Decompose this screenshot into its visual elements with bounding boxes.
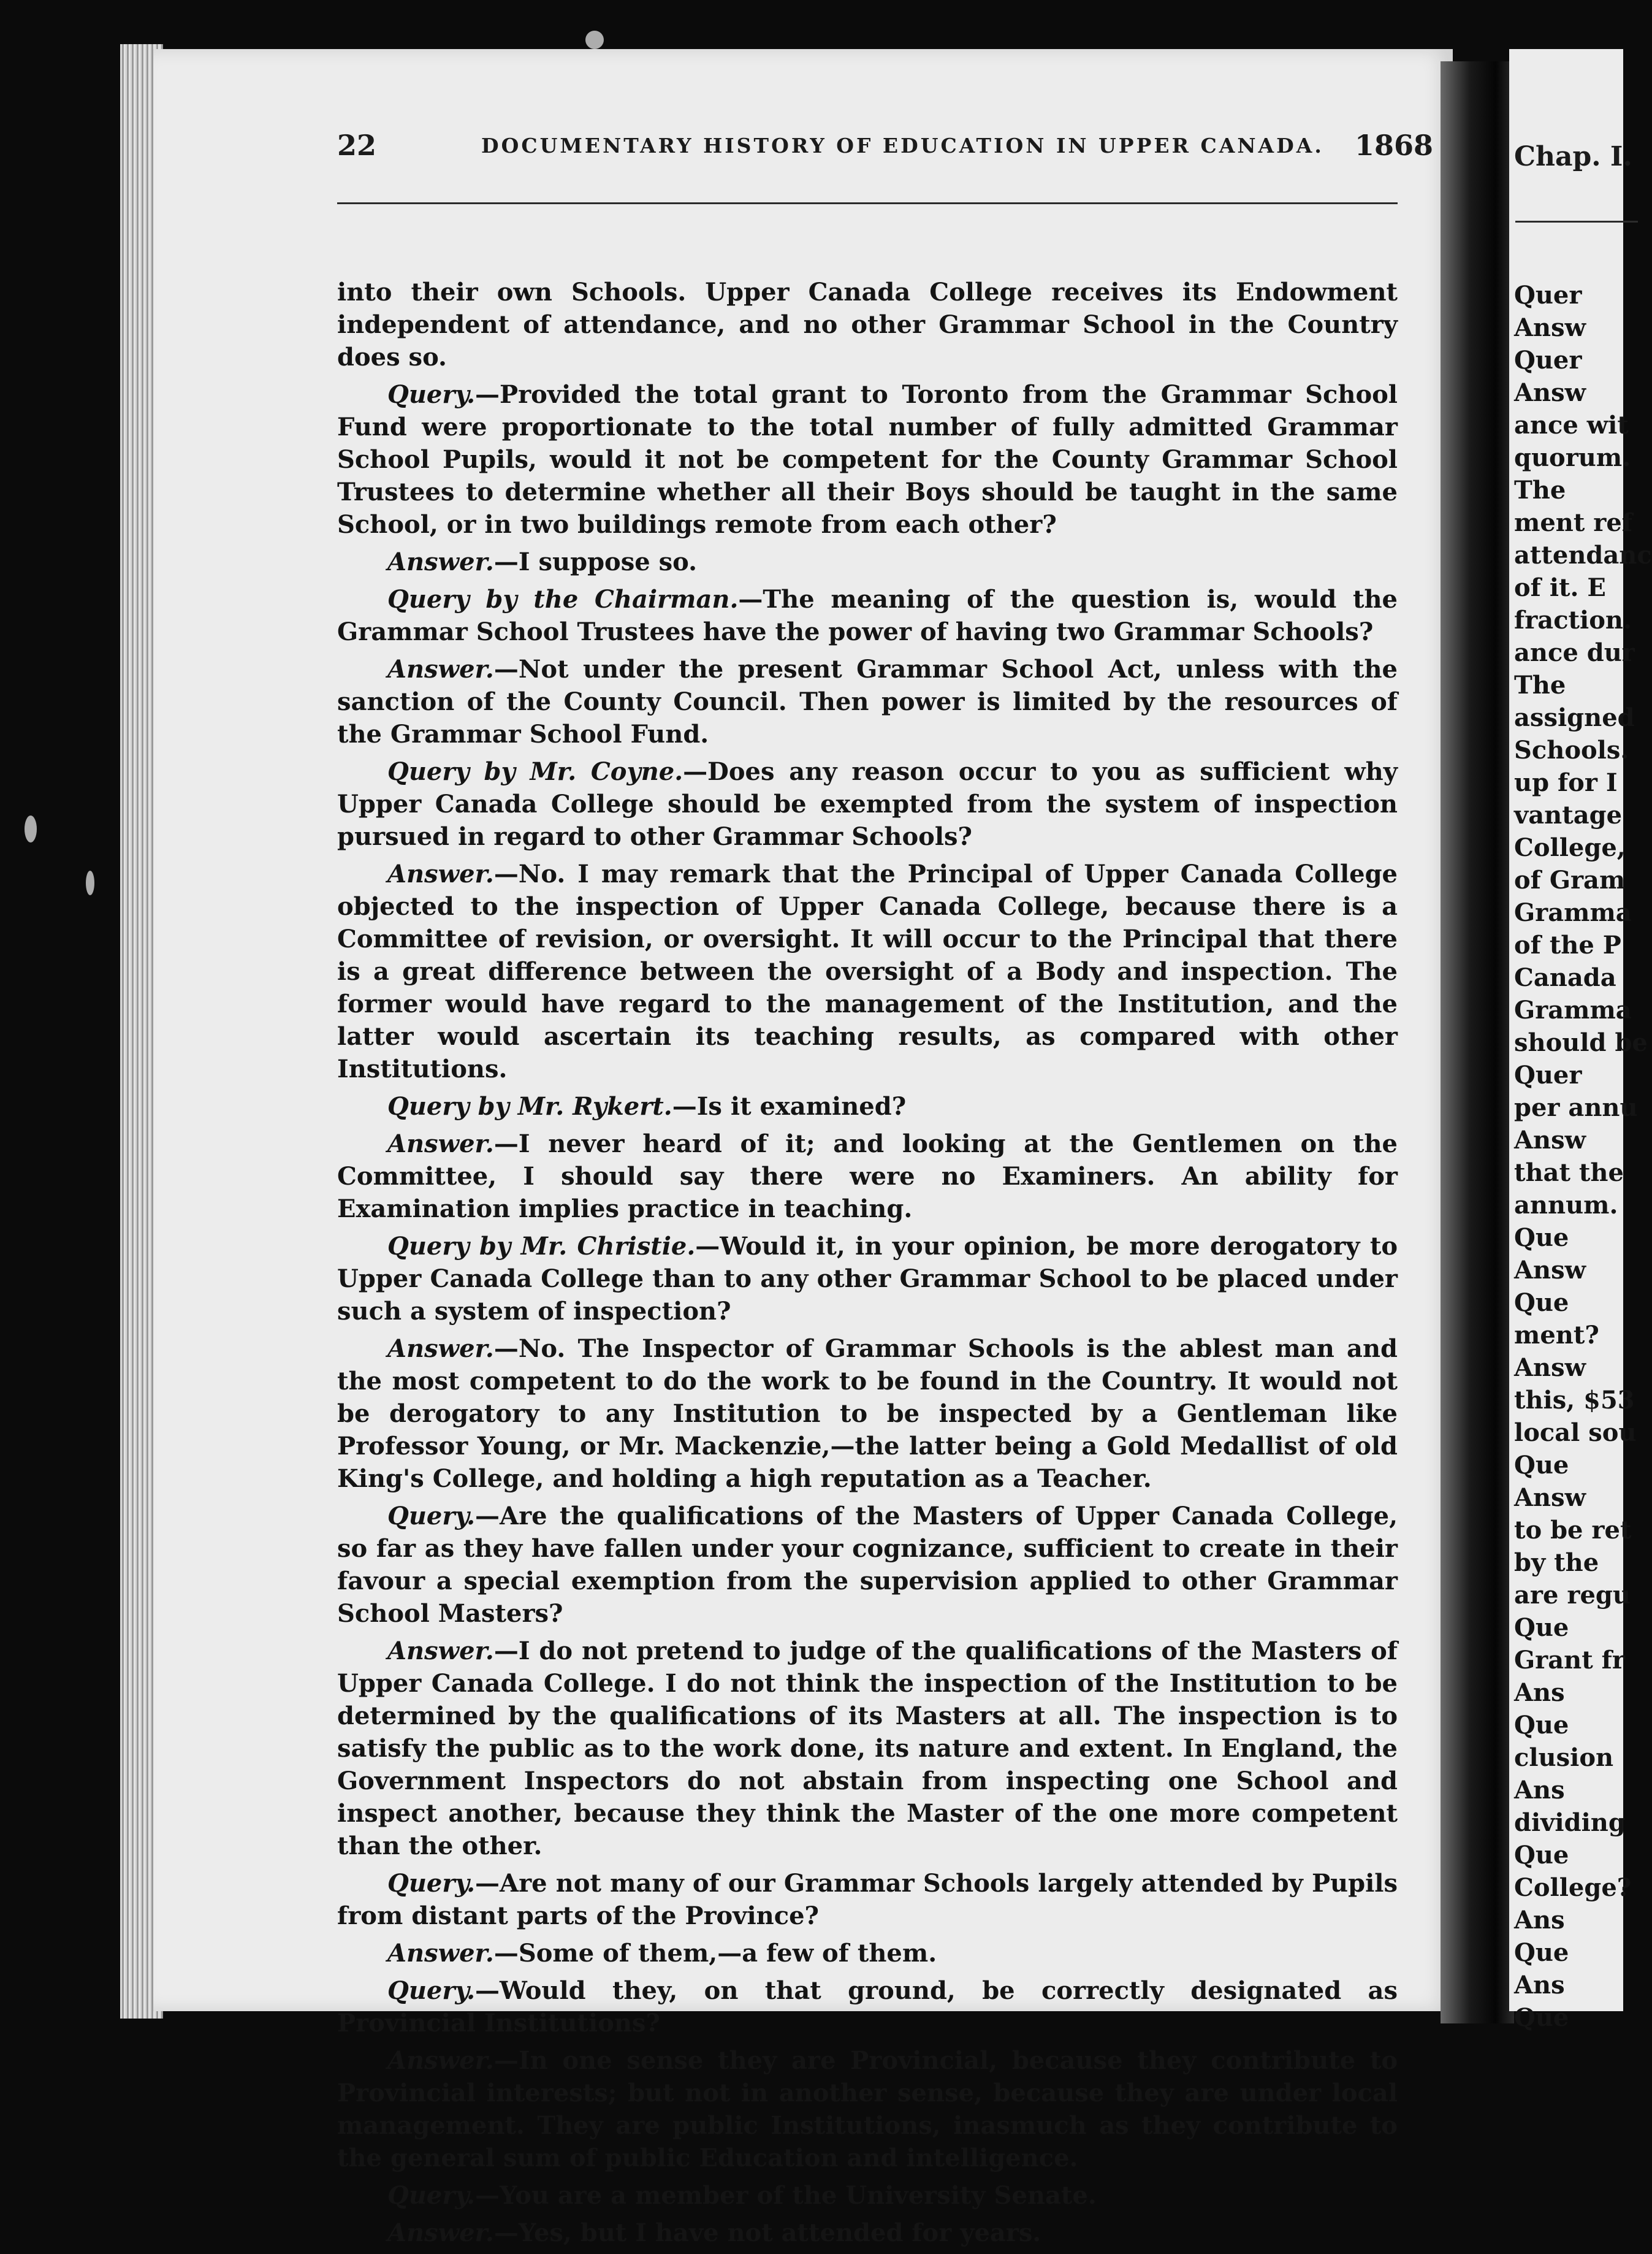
- next-page-line: The: [1514, 671, 1566, 700]
- paragraph: [337, 546, 1398, 578]
- next-page-line: ment ref: [1514, 508, 1632, 537]
- next-page-line: Que: [1514, 1938, 1569, 1967]
- next-page-line: attendanc: [1514, 541, 1652, 570]
- next-page-line: Que: [1514, 1223, 1569, 1252]
- ink-smudge: [585, 31, 604, 49]
- paragraph: [337, 755, 1398, 853]
- paragraph-text: —Yes, but I have not attended for years.: [493, 2218, 1041, 2247]
- speaker-label: Query by the Chairman.: [387, 585, 739, 614]
- paragraph: [337, 2044, 1398, 2174]
- next-page-line: this, $53: [1514, 1386, 1635, 1415]
- speaker-label: Query by Mr. Coyne.: [387, 757, 683, 786]
- paragraph: [337, 2217, 1398, 2249]
- speaker-label: Answer.: [387, 1129, 494, 1158]
- ink-smudge: [86, 871, 94, 895]
- speaker-label: Answer.: [387, 2046, 494, 2075]
- paragraph-text: —Does any reason occur to you as sufficient why Upper Canada College should be exempted from the system of inspection pursued in regard to other Grammar Schools?: [337, 757, 1398, 851]
- next-page-line: Grant fr: [1514, 1646, 1625, 1675]
- next-page-line: that the: [1514, 1158, 1624, 1187]
- paragraph: [337, 276, 1398, 373]
- paragraph: [337, 583, 1398, 648]
- paragraph: [337, 1867, 1398, 1932]
- next-page-line: are regu: [1514, 1581, 1631, 1610]
- next-page-line: dividing: [1514, 1808, 1626, 1837]
- speaker-label: Query.: [387, 1976, 476, 2005]
- paragraph: [337, 653, 1398, 751]
- page-header: [153, 129, 1434, 178]
- next-page-line: should be: [1514, 1028, 1648, 1057]
- book-gutter-shadow: [1441, 61, 1514, 2023]
- next-page-line: quorum.: [1514, 443, 1631, 472]
- next-page-line: by the: [1514, 1548, 1599, 1577]
- next-page-line: Que: [1514, 1288, 1569, 1317]
- next-page-line: Answ: [1514, 313, 1586, 342]
- next-page-line: ance dur: [1514, 638, 1635, 667]
- next-page-header: Chap. I.: [1514, 141, 1632, 172]
- next-page-line: Ans: [1514, 1776, 1565, 1805]
- paragraph: [337, 858, 1398, 1085]
- next-page-line: assigned: [1514, 703, 1635, 732]
- paragraph-text: —Is it examined?: [672, 1092, 907, 1121]
- speaker-label: Answer.: [387, 2218, 494, 2247]
- paragraph-text: —No. I may remark that the Principal of Upper Canada College objected to the inspection of Upper Canada College, because there is a Committee of revision, or oversight. It will occur to the Principal that there is a great difference between the oversight of a Body and inspection. The former would have regard to the management of the Institution, and the latter would ascertain its teaching results, as compared with other Institutions.: [337, 860, 1398, 1083]
- next-page-line: of Gram: [1514, 866, 1626, 895]
- paragraph: [337, 378, 1398, 541]
- speaker-label: Query.: [387, 1869, 476, 1898]
- speaker-label: Answer.: [387, 548, 494, 576]
- paragraph-text: —Not under the present Grammar School Act, unless with the sanction of the County Council. Then power is limited by the resources of the Grammar School Fund.: [337, 655, 1398, 749]
- next-page-line: Que: [1514, 1711, 1569, 1740]
- running-title: DOCUMENTARY HISTORY OF EDUCATION IN UPPER CANADA.: [481, 134, 1324, 158]
- next-page-line: Answ: [1514, 1353, 1586, 1382]
- next-page-line: to be ret: [1514, 1516, 1632, 1545]
- paragraph-text: —I suppose so.: [493, 548, 698, 576]
- next-page-line: Que: [1514, 1451, 1569, 1480]
- speaker-label: Answer.: [387, 1334, 494, 1363]
- paragraph: [337, 1635, 1398, 1862]
- paragraph: [337, 1332, 1398, 1495]
- next-page-lines: [1514, 279, 1652, 2034]
- paragraph: [337, 1500, 1398, 1630]
- header-year: 1868: [1355, 129, 1434, 162]
- next-page-line: Ans: [1514, 1906, 1565, 1935]
- paragraph-text: —Provided the total grant to Toronto from the Grammar School Fund were proportionate to the total number of fully admitted Grammar School Pupils, would it not be competent for the County Grammar School Trustees to determine whether all their Boys should be taught in the same School, or in two buildings remote from each other?: [337, 380, 1398, 539]
- paragraph-text: —No. The Inspector of Grammar Schools is the ablest man and the most competent to do the work to be found in the Country. It would not be derogatory to any Institution to be inspected by a Gentleman like Professor Young, or Mr. Mackenzie,—the latter being a Gold Medallist of old King's College, and holding a high reputation as a Teacher.: [337, 1334, 1398, 1493]
- speaker-label: Answer.: [387, 1939, 494, 1968]
- paragraph: [337, 1937, 1398, 1969]
- speaker-label: Query by Mr. Rykert.: [387, 1092, 672, 1121]
- speaker-label: Query.: [387, 1502, 476, 1530]
- next-page-line: Canada: [1514, 963, 1616, 992]
- paragraph-text: —You are a member of the University Senate.: [475, 2181, 1097, 2210]
- paragraph: [337, 1974, 1398, 2039]
- next-page-line: Que: [1514, 1613, 1569, 1642]
- next-page-line: Quer: [1514, 281, 1582, 310]
- next-page-line: Ans: [1514, 1971, 1565, 2000]
- next-page-line: Gramma: [1514, 996, 1632, 1025]
- speaker-label: Query.: [387, 380, 476, 409]
- paragraph-text: —Are the qualifications of the Masters of Upper Canada College, so far as they have fallen under your cognizance, sufficient to create in their favour a special exemption from the supervision applied to other Grammar School Masters?: [337, 1502, 1398, 1628]
- next-page-line: annum.: [1514, 1191, 1618, 1220]
- paragraph-text: —I never heard of it; and looking at the Gentlemen on the Committee, I should say there were no Examiners. An ability for Examination implies practice in teaching.: [337, 1129, 1398, 1223]
- paragraph-text: —In one sense they are Provincial, because they contribute to Provincial interests; but not in another sense, because they are under local management. They are public Institutions, inasmuch as they contribute to the general sum of public Education and intelligence.: [337, 2046, 1398, 2172]
- paragraph: [337, 1090, 1398, 1123]
- next-page-line: vantage: [1514, 801, 1623, 830]
- left-page: [153, 49, 1453, 2247]
- speaker-label: Answer.: [387, 1637, 494, 1665]
- body-text: [337, 276, 1398, 2254]
- next-page-line: of it. E: [1514, 573, 1606, 602]
- next-page-line: ance wit: [1514, 411, 1629, 440]
- next-page-line: ment?: [1514, 1321, 1599, 1350]
- next-page-line: fraction.: [1514, 606, 1632, 635]
- speaker-label: Query by Mr. Christie.: [387, 1232, 696, 1261]
- paragraph-text: —Some of them,—a few of them.: [493, 1939, 937, 1968]
- paragraph-text: —Would it, in your opinion, be more derogatory to Upper Canada College than to any other Grammar School to be placed under such a system of inspection?: [337, 1232, 1398, 1326]
- next-page-line: College?: [1514, 1873, 1632, 1902]
- next-page-line: of the P: [1514, 931, 1621, 960]
- next-page-line: local sou: [1514, 1418, 1637, 1447]
- paragraph: [337, 1230, 1398, 1328]
- header-rule: [337, 202, 1398, 204]
- paragraph-text: —The meaning of the question is, would the Grammar School Trustees have the power of having two Grammar Schools?: [337, 585, 1398, 646]
- paragraph: [337, 2179, 1398, 2212]
- next-page-line: Answ: [1514, 1483, 1586, 1512]
- next-page-line: per annu: [1514, 1093, 1638, 1122]
- next-page-fragment: [1509, 49, 1652, 2032]
- paragraph-text: —I do not pretend to judge of the qualifications of the Masters of Upper Canada College. I do not think the inspection of the Institution to be determined by the qualifications of its Masters at all. The inspection is to satisfy the public as to the work done, its nature and extent. In England, the Government Inspectors do not abstain from inspecting one School and inspect another, because they think the Master of the one more competent than the other.: [337, 1637, 1398, 1860]
- next-page-line: Que: [1514, 1841, 1569, 1870]
- next-page-line: Answ: [1514, 1256, 1586, 1285]
- next-page-rule: [1515, 221, 1638, 223]
- next-page-line: Answ: [1514, 1126, 1586, 1155]
- paragraph-text: into their own Schools. Upper Canada College receives its Endowment independent of attendance, and no other Grammar School in the Country does so.: [337, 278, 1398, 372]
- paragraph-text: —Are not many of our Grammar Schools largely attended by Pupils from distant parts of the Province?: [337, 1869, 1398, 1930]
- speaker-label: Answer.: [387, 860, 494, 888]
- ink-smudge: [25, 816, 37, 842]
- next-page-line: College,: [1514, 833, 1626, 862]
- next-page-line: Gramma: [1514, 898, 1632, 927]
- page-number: 22: [337, 129, 377, 162]
- next-page-line: clusion: [1514, 1743, 1614, 1772]
- paragraph: [337, 1128, 1398, 1225]
- next-page-line: The: [1514, 476, 1566, 505]
- next-page-line: Quer: [1514, 346, 1582, 375]
- speaker-label: Answer.: [387, 655, 494, 684]
- next-page-line: Quer: [1514, 1061, 1582, 1090]
- next-page-line: Schools.: [1514, 736, 1629, 765]
- next-page-line: Ans: [1514, 1678, 1565, 1707]
- next-page-line: Answ: [1514, 378, 1586, 407]
- paragraph-text: —Would they, on that ground, be correctly designated as Provincial Institutions?: [337, 1976, 1398, 2038]
- speaker-label: Query.: [387, 2181, 476, 2210]
- next-page-line: up for I: [1514, 768, 1618, 797]
- next-page-line: Que: [1514, 2003, 1569, 2032]
